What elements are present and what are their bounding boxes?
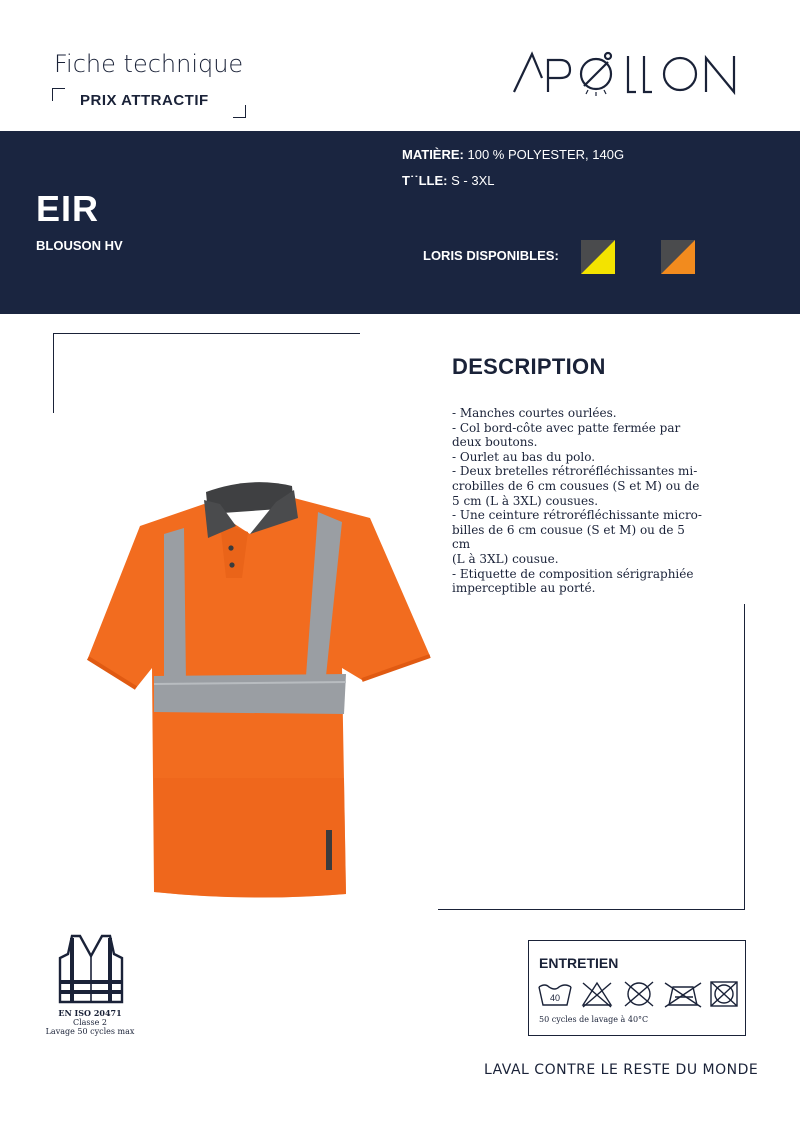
price-tag-label: PRIX ATTRACTIF xyxy=(80,92,209,109)
description-line: billes de 6 cm cousue (S et M) ou de 5 cm xyxy=(452,522,685,552)
wash-40-icon xyxy=(539,985,571,1005)
cert-class: Classe 2 xyxy=(72,1018,108,1027)
care-icons xyxy=(537,979,741,1009)
frame-line-top xyxy=(53,333,360,334)
no-iron-icon xyxy=(625,982,653,1006)
no-bleach-icon xyxy=(583,983,611,1007)
frame-line-right xyxy=(744,604,745,910)
wash-temp: 40 xyxy=(549,993,561,1003)
description-title: DESCRIPTION xyxy=(452,354,606,379)
description-list xyxy=(452,406,702,596)
price-tag xyxy=(52,88,246,118)
spec-material-label: MATIÈRE: xyxy=(402,147,464,162)
no-tumble-dry-icon xyxy=(711,982,737,1006)
color-swatch-grey-yellow xyxy=(581,240,615,274)
spec-material-value: 100 % POLYESTER, 140G xyxy=(467,147,625,162)
product-banner xyxy=(0,131,800,314)
description-line: - Col bord-côte avec patte fermée par xyxy=(452,420,681,435)
spec-material xyxy=(402,147,624,162)
description-line: 5 cm (L à 3XL) cousues. xyxy=(452,493,599,508)
description-line: - Une ceinture rétroréfléchissante micro- xyxy=(452,508,702,523)
description-line: (L à 3XL) cousue. xyxy=(452,551,559,566)
care-box xyxy=(528,940,746,1036)
no-dry-clean-icon xyxy=(665,983,701,1007)
spec-size xyxy=(402,173,494,188)
description-line: - Deux bretelles rétroréfléchissantes mi- xyxy=(452,464,698,479)
description-line: - Manches courtes ourlées. xyxy=(452,406,617,420)
care-title: ENTRETIEN xyxy=(539,955,619,971)
color-swatch-grey-orange xyxy=(661,240,695,274)
product-image-polo xyxy=(80,478,432,898)
colors-label: LORIS DISPONIBLES: xyxy=(423,248,559,263)
description-line: - Etiquette de composition sérigraphiée xyxy=(452,566,694,581)
spec-size-value: S - 3XL xyxy=(451,173,495,188)
description-line: deux boutons. xyxy=(452,435,538,450)
frame-line-left xyxy=(53,333,54,413)
brand-logo xyxy=(512,48,748,98)
footer-slogan: LAVAL CONTRE LE RESTE DU MONDE xyxy=(484,1062,759,1078)
spec-size-label: T˙˙LLE: xyxy=(402,173,448,188)
frame-line-bottom xyxy=(438,909,745,910)
product-subtitle: BLOUSON HV xyxy=(36,238,123,253)
description-line: - Ourlet au bas du polo. xyxy=(452,449,596,464)
cert-washes: Lavage 50 cycles max xyxy=(45,1027,135,1036)
document-type: Fiche technique xyxy=(54,50,244,78)
hi-vis-vest-icon xyxy=(58,934,124,1004)
product-name: EIR xyxy=(36,188,100,229)
cert-standard: EN ISO 20471 xyxy=(58,1008,122,1018)
care-note: 50 cycles de lavage à 40°C xyxy=(539,1015,649,1024)
description-line: crobilles de 6 cm cousues (S et M) ou de xyxy=(452,478,700,493)
description-line: imperceptible au porté. xyxy=(452,581,596,596)
